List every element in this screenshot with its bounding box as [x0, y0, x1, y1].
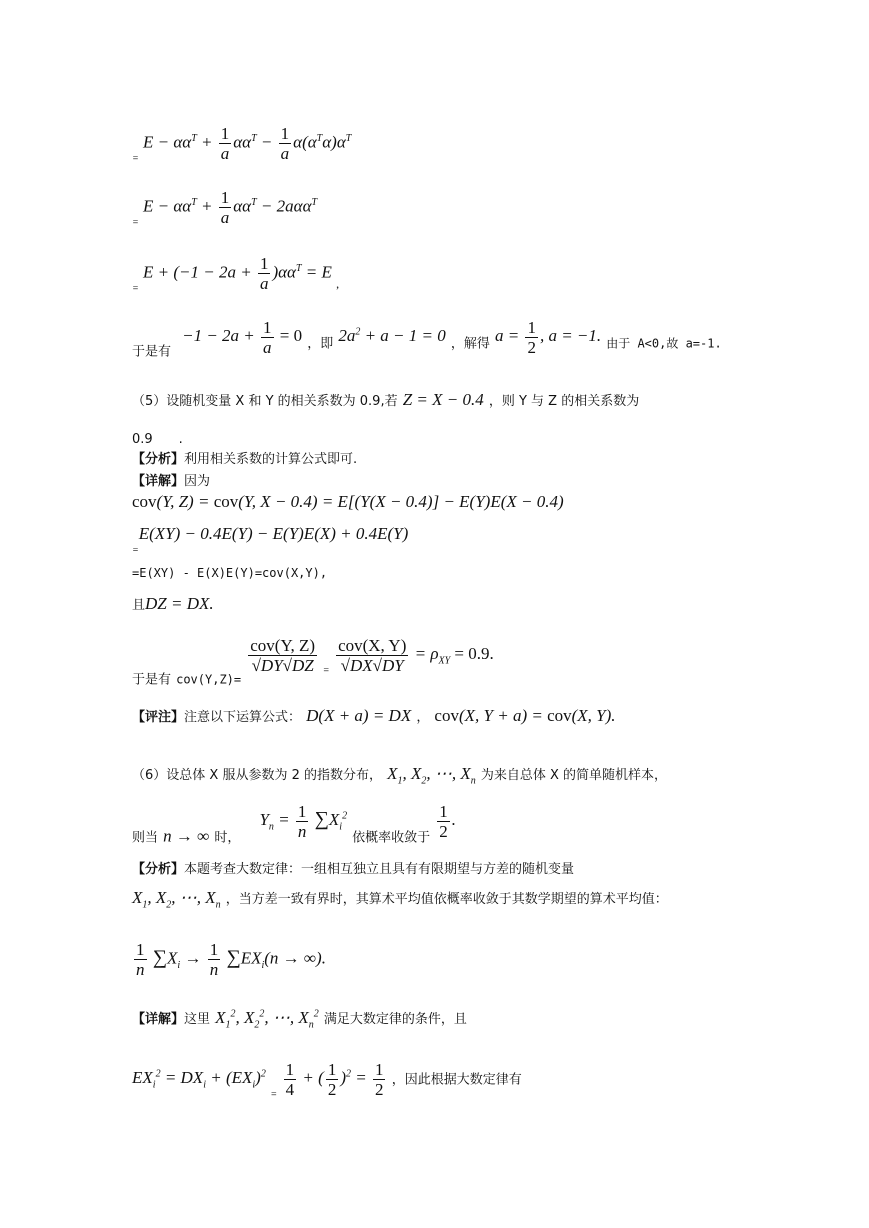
- equation-line-2: $_=$ $E - \alpha\alpha^T$ + $\frac{1}{a}$ $\alpha\alpha^T - 2a\alpha\alpha^T$: [132, 188, 318, 229]
- equation-cov-3: =E(XY) - E(X)E(Y)=cov(X,Y),: [132, 566, 328, 580]
- detail-5: 【详解】因为: [132, 474, 211, 489]
- analysis-5: 【分析】利用相关系数的计算公式即可.: [132, 452, 358, 467]
- detail-6: 【详解】这里 $X_1^2$, $X_2^2$, ⋯, $X_n^2$ 满足大数定律的条件，且: [132, 1008, 467, 1031]
- question-6: （6）设总体 X 服从参数为 2 的指数分布， $X_1$, $X_2$, ⋯, $X_n$ 为来自总体 X 的简单随机样本，: [132, 764, 668, 787]
- lln-equation: $\frac{1}{n}$ $\sum X_i$ → $\frac{1}{n}$ $\sum EX_i(n$ → ∞).: [136, 940, 326, 979]
- equation-cov-1: cov(Y, Z) = cov(Y, X − 0.4) = E[(Y(X − 0.4)] − E(Y)E(X − 0.4): [132, 492, 564, 511]
- question-5: （5）设随机变量 X 和 Y 的相关系数为 0.9,若 Z = X − 0.4 ，则 Y 与 Z 的相关系数为: [132, 390, 640, 409]
- equation-line-3: $_=$ E + (−1 − 2a + $\frac{1}{a}$ )$\alpha\alpha^T = E$ $_,$: [132, 254, 340, 295]
- question-6-cont: $_{则当}$ n → ∞ $_{时,}$ $Y_n$ = $\frac{1}{n}$ $\sum X_i^2$ $_{依概率收敛于}$ $\frac{1}{2}$ .: [132, 802, 457, 846]
- expectation-equation: $EX_i^2 = DX_i + (EX_i)^2$ $_=$ $\frac{1}{4}$ + ( $\frac{1}{2}$ )$^2$ = $\frac{1}{2}$ ，因此根据大数定律有: [132, 1060, 522, 1101]
- equation-line-1: $_=$ $E - \alpha\alpha^T$ + $\frac{1}{a}$ $\alpha\alpha^T$ − $\frac{1}{a}$ $\alpha(\alpha^T\alpha)\alpha^T$: [132, 124, 352, 165]
- equation-cov-2: $_=$E(XY) − 0.4E(Y) − E(Y)E(X) + 0.4E(Y): [132, 524, 409, 556]
- rho-equation: $_{于是有}$ $_{cov(Y,Z)=}$ $\frac{\text{cov(Y, Z)}}{√DY√DZ}$ $_=$ $\frac{\text{cov(X, Y)}}{√DX√DY}$ = $\rho_{XY} = 0.9$.: [132, 636, 494, 688]
- solve-a-line: $_{于是有}$ −1 − 2a + $\frac{1}{a}$ = 0 $_{,即}$ $2a^2 + a - 1 = 0$ $_{,解得}$ a = $\frac{1}{2}$ , a = −1. $_{由于 A<0,故 a=-1.}$: [132, 318, 722, 360]
- answer-5: 0.9 .: [132, 432, 183, 447]
- analysis-6-cont: $X_1$, $X_2$, ⋯, $X_n$ ，当方差一致有界时，其算术平均值依概率收敛于其数学期望的算术平均值：: [132, 888, 668, 911]
- analysis-6: 【分析】本题考查大数定律：一组相互独立且具有有限期望与方差的随机变量: [132, 862, 575, 877]
- remark-5: 【评注】注意以下运算公式： D(X + a) = DX ， cov(X, Y + a) = cov(X, Y).: [132, 706, 616, 725]
- equation-dz: 且DZ = DX.: [132, 594, 214, 613]
